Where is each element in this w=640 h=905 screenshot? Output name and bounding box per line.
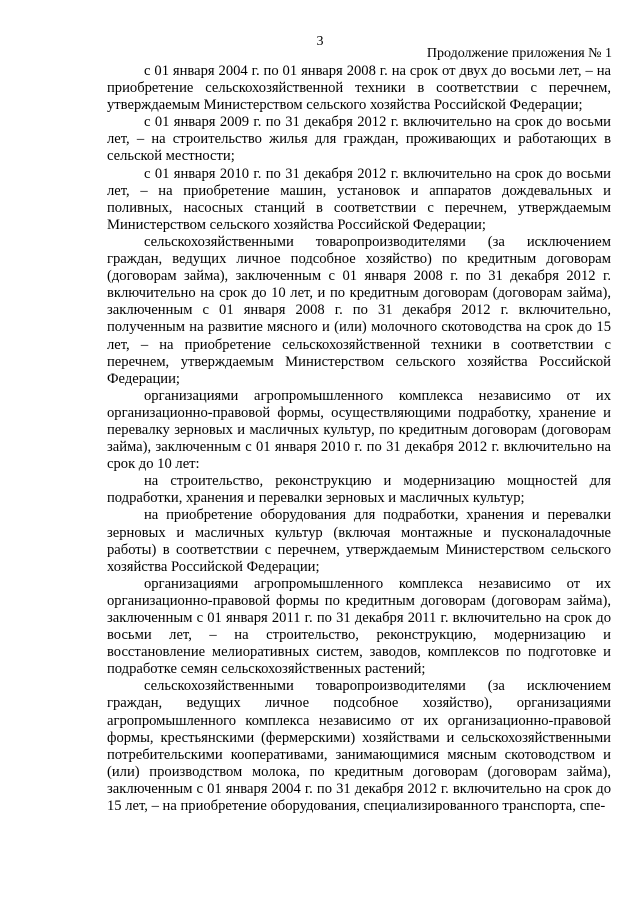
document-body [107, 63, 611, 815]
page-number: 3 [316, 34, 324, 49]
paragraph-3: с 01 января 2010 г. по 31 декабря 2012 г. включительно на срок до восьми лет, – на приобретение машин, установок и аппаратов дождевальных и поливных, насосных станций в соответствии с перечнем, утверждаемым Министерством сельского хозяйства Российской Федерации; [107, 165, 611, 233]
paragraph-9: сельскохозяйственными товаропроизводителями (за исключением граждан, ведущих личное подсобное хозяйство), организациями агропромышленного комплекса независимо от их организационно-правовой формы, крестьянскими (фермерскими) хозяйствами и сельскохозяйственными потребительскими кооперативами, занимающимися мясным скотоводством и (или) производством молока, по кредитным договорам (договорам займа), заключенным с 01 января 2004 г. по 31 декабря 2012 г. включительно на срок до 15 лет, – на приобретение оборудования, специализированного транспорта, спе- [107, 678, 611, 815]
paragraph-6: на строительство, реконструкцию и модернизацию мощностей для подработки, хранения и перевалки зерновых и масличных культур; [107, 473, 611, 507]
paragraph-5: организациями агропромышленного комплекса независимо от их организационно-правовой формы, осуществляющими подработку, хранение и перевалку зерновых и масличных культур, по кредитным договорам (договорам займа), заключенным с 01 января 2010 г. по 31 декабря 2012 г. включительно на срок до 10 лет: [107, 387, 611, 473]
continuation-note: Продолжение приложения № 1 [426, 46, 612, 61]
paragraph-1: с 01 января 2004 г. по 01 января 2008 г. на срок от двух до восьми лет, – на приобретение сельскохозяйственной техники в соответствии с перечнем, утверждаемым Министерством сельского хозяйства Российской Федерации; [107, 63, 611, 114]
paragraph-4: сельскохозяйственными товаропроизводителями (за исключением граждан, ведущих личное подсобное хозяйство) по кредитным договорам (договорам займа), заключенным с 01 января 2008 г. по 31 декабря 2012 г. включительно на срок до 10 лет, и по кредитным договорам (договорам займа), заключенным с 01 января 2008 г. по 31 декабря 2012 г. включительно, полученным на развитие мясного и (или) молочного скотоводства на срок до 15 лет, – на приобретение сельскохозяйственной техники в соответствии с перечнем, утверждаемым Министерством сельского хозяйства Российской Федерации; [107, 233, 611, 387]
paragraph-8: организациями агропромышленного комплекса независимо от их организационно-правовой формы по кредитным договорам (договорам займа), заключенным с 01 января 2011 г. по 31 декабря 2011 г. включительно на срок до восьми лет, – на строительство, реконструкцию, модернизацию и восстановление мелиоративных систем, заводов, комплексов по подготовке и подработке семян сельскохозяйственных растений; [107, 575, 611, 678]
paragraph-7: на приобретение оборудования для подработки, хранения и перевалки зерновых и масличных культур (включая монтажные и пусконаладочные работы) в соответствии с перечнем, утверждаемым Министерством сельского хозяйства Российской Федерации; [107, 507, 611, 575]
paragraph-2: с 01 января 2009 г. по 31 декабря 2012 г. включительно на срок до восьми лет, – на строительство жилья для граждан, проживающих и работающих в сельской местности; [107, 114, 611, 165]
